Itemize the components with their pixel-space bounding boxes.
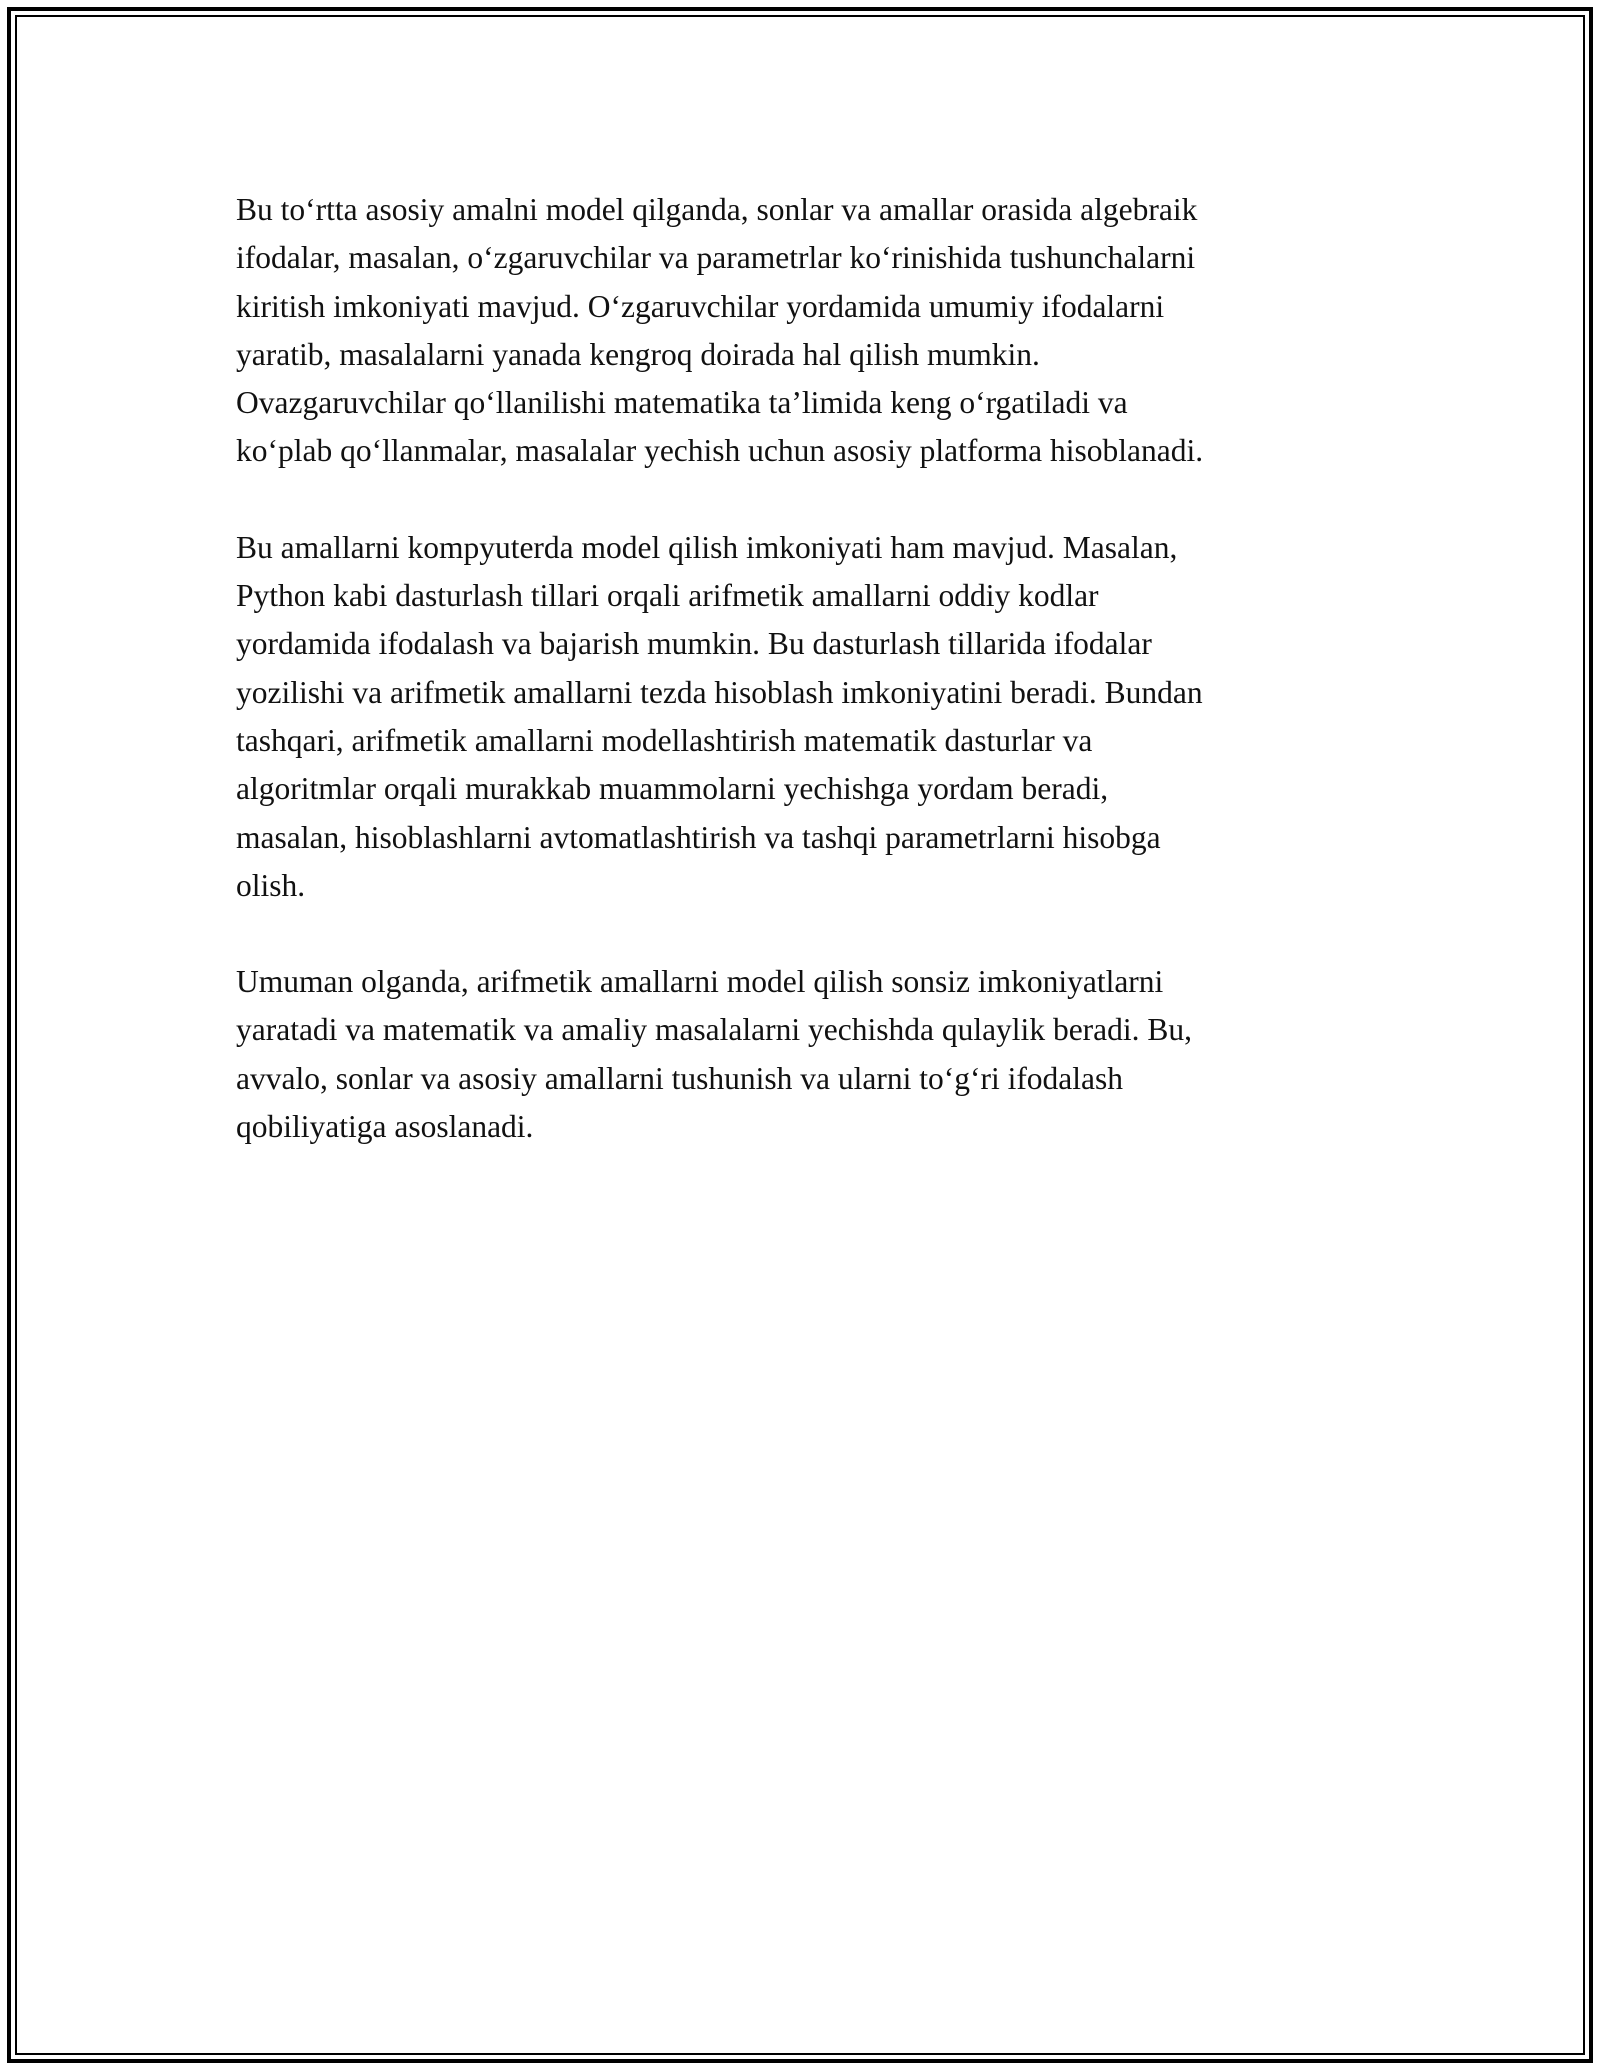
paragraph-2 <box>236 524 1396 910</box>
text-line: Umuman olganda, arifmetik amallarni model qilish sonsiz imkoniyatlarni <box>236 964 1164 1000</box>
paragraph-1 <box>236 186 1396 476</box>
text-line: Bu amallarni kompyuterda model qilish imkoniyati ham mavjud. Masalan, <box>236 529 1178 565</box>
text-line: masalan, hisoblashlarni avtomatlashtirish va tashqi parametrlarni hisobga <box>236 819 1161 855</box>
text-line: yaratib, masalalarni yanada kengroq doirada hal qilish mumkin. <box>236 336 1040 372</box>
text-line: olish. <box>236 867 306 903</box>
text-line: ko‘plab qo‘llanmalar, masalalar yechish uchun asosiy platforma hisoblanadi. <box>236 433 1204 469</box>
text-line: yozilishi va arifmetik amallarni tezda hisoblash imkoniyatini beradi. Bundan <box>236 674 1203 710</box>
text-line: ifodalar, masalan, o‘zgaruvchilar va parametrlar ko‘rinishida tushunchalarni <box>236 240 1196 276</box>
text-line: Bu to‘rtta asosiy amalni model qilganda, sonlar va amallar orasida algebraik <box>236 192 1198 227</box>
text-line: algoritmlar orqali murakkab muammolarni yechishga yordam beradi, <box>236 771 1109 807</box>
text-line: yaratadi va matematik va amaliy masalalarni yechishda qulaylik beradi. Bu, <box>236 1012 1193 1048</box>
document-body <box>236 186 1396 1199</box>
text-line: kiritish imkoniyati mavjud. O‘zgaruvchilar yordamida umumiy ifodalarni <box>236 288 1165 324</box>
paragraph-3 <box>236 958 1396 1151</box>
text-line: avvalo, sonlar va asosiy amallarni tushunish va ularni to‘g‘ri ifodalash <box>236 1060 1124 1096</box>
text-line: tashqari, arifmetik amallarni modellashtirish matematik dasturlar va <box>236 722 1093 758</box>
text-line: yordamida ifodalash va bajarish mumkin. Bu dasturlash tillarida ifodalar <box>236 626 1152 662</box>
text-line: Python kabi dasturlash tillari orqali arifmetik amallarni oddiy kodlar <box>236 578 1099 614</box>
text-line: Ovazgaruvchilar qo‘llanilishi matematika ta’limida keng o‘rgatiladi va <box>236 385 1128 421</box>
text-line: qobiliyatiga asoslanadi. <box>236 1109 534 1145</box>
